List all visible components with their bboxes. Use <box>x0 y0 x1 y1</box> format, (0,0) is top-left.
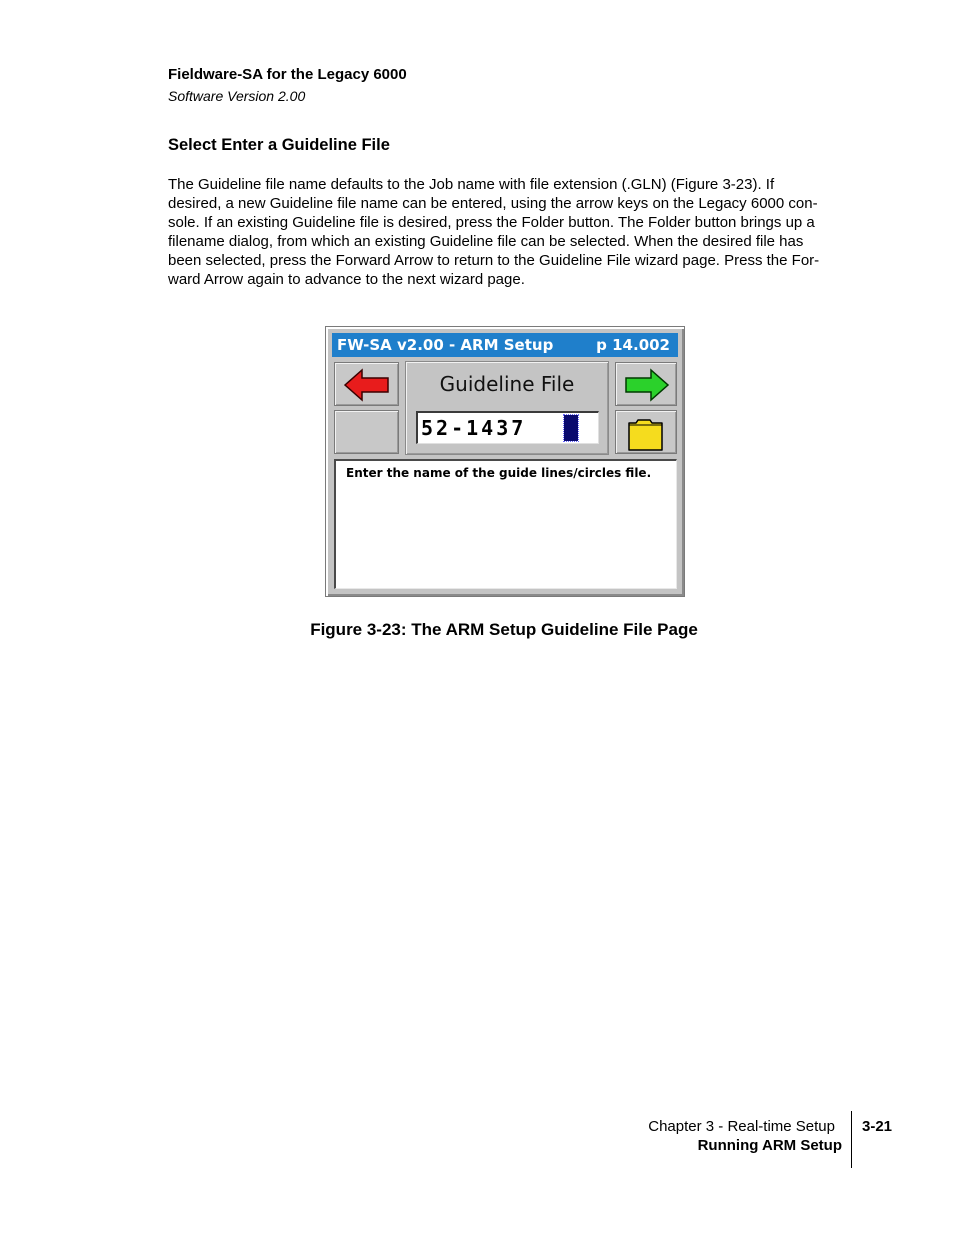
folder-button[interactable] <box>615 410 677 454</box>
left-arrow-icon <box>335 363 400 407</box>
filename-value: 52-1437 <box>421 416 527 440</box>
figure-caption-text: Figure 3-23: The ARM Setup Guideline File Page <box>310 620 698 639</box>
guideline-file-panel <box>405 361 609 455</box>
guideline-filename-input[interactable] <box>416 411 599 444</box>
footer-divider <box>851 1111 852 1168</box>
screen-titlebar <box>332 333 678 357</box>
figure-caption <box>0 620 954 640</box>
instruction-message: Enter the name of the guide lines/circles file. <box>346 466 652 480</box>
device-screen <box>325 326 685 597</box>
folder-icon <box>616 411 678 455</box>
paragraph-line: The Guideline file name defaults to the Job name with file extension (.GLN) (Figure 3-23). If <box>168 176 775 193</box>
panel-title: Guideline File <box>439 372 575 396</box>
paragraph-line: sole. If an existing Guideline file is desired, press the Folder button. The Folder button brings up a <box>168 214 815 231</box>
blank-button[interactable] <box>334 410 399 454</box>
section-heading: Select Enter a Guideline File <box>168 136 390 154</box>
page-number-indicator: p 14.002 <box>596 336 670 354</box>
document-header-subtitle: Software Version 2.00 <box>168 88 306 104</box>
page-number: 3-21 <box>862 1118 893 1135</box>
paragraph-line: been selected, press the Forward Arrow to return to the Guideline File wizard page. Press the For- <box>168 252 820 269</box>
right-arrow-icon <box>616 363 678 407</box>
screen-title: FW-SA v2.00 - ARM Setup <box>337 336 554 354</box>
message-box <box>334 459 677 589</box>
footer-chapter: Chapter 3 - Real-time Setup <box>648 1118 835 1135</box>
back-button[interactable] <box>334 362 399 406</box>
footer-section: Running ARM Setup <box>697 1137 842 1154</box>
paragraph-line: filename dialog, from which an existing Guideline file can be selected. When the desired file has <box>168 233 804 250</box>
body-paragraph <box>168 175 844 289</box>
forward-button[interactable] <box>615 362 677 406</box>
paragraph-line: desired, a new Guideline file name can be entered, using the arrow keys on the Legacy 6000 con- <box>168 195 818 212</box>
text-cursor <box>564 415 578 441</box>
paragraph-line: ward Arrow again to advance to the next wizard page. <box>168 271 525 288</box>
document-header-title: Fieldware-SA for the Legacy 6000 <box>168 66 407 83</box>
